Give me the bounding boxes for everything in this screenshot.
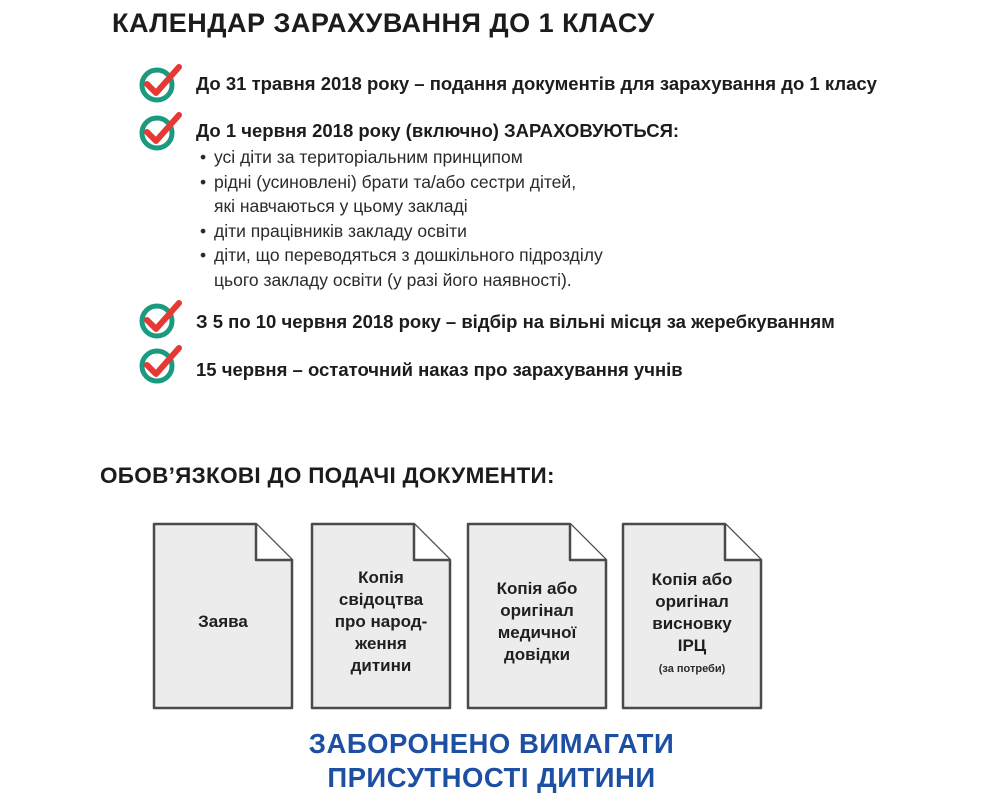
calendar-item-text: До 31 травня 2018 року – подання документів для зарахування до 1 класу <box>196 73 877 94</box>
document-label: Заява <box>198 612 248 631</box>
enrollment-criteria-list <box>200 145 603 292</box>
list-item: • діти, що переводяться з дошкільного підрозділу цього закладу освіти (у разі його наявності). <box>200 243 603 292</box>
document-card <box>152 522 294 710</box>
warning-line-1: ЗАБОРОНЕНО ВИМАГАТИ <box>308 728 675 759</box>
document-label: Копія або оригінал висновку ІРЦ <box>651 570 733 655</box>
calendar-item-text: З 5 по 10 червня 2018 року – відбір на вільні місця за жеребкуванням <box>196 311 835 332</box>
document-note: (за потреби) <box>658 663 726 675</box>
calendar-item-text: До 1 червня 2018 року (включно) ЗАРАХОВУЮТЬСЯ: <box>196 120 680 141</box>
warning-line-2: ПРИСУТНОСТІ ДИТИНИ <box>327 762 656 793</box>
document-label: Копія або оригінал медичної довідки <box>496 579 578 664</box>
document-label: Копія свідоцтва про народ- ження дитини <box>334 568 428 675</box>
list-item: • усі діти за територіальним принципом <box>200 145 603 170</box>
page-title: КАЛЕНДАР ЗАРАХУВАННЯ ДО 1 КЛАСУ <box>112 8 655 38</box>
documents-heading: ОБОВ’ЯЗКОВІ ДО ПОДАЧІ ДОКУМЕНТИ: <box>100 463 555 488</box>
document-card <box>466 522 608 710</box>
checkmark-circle-icon <box>138 62 184 104</box>
checkmark-circle-icon <box>138 298 184 340</box>
calendar-item-text: 15 червня – остаточний наказ про зарахування учнів <box>196 359 683 380</box>
list-item: • рідні (усиновлені) брати та/або сестри дітей, які навчаються у цьому закладі <box>200 170 603 219</box>
checkmark-circle-icon <box>138 110 184 152</box>
checkmark-circle-icon <box>138 343 184 385</box>
document-card <box>310 522 452 710</box>
document-card <box>621 522 763 710</box>
list-item: • діти працівників закладу освіти <box>200 219 603 244</box>
